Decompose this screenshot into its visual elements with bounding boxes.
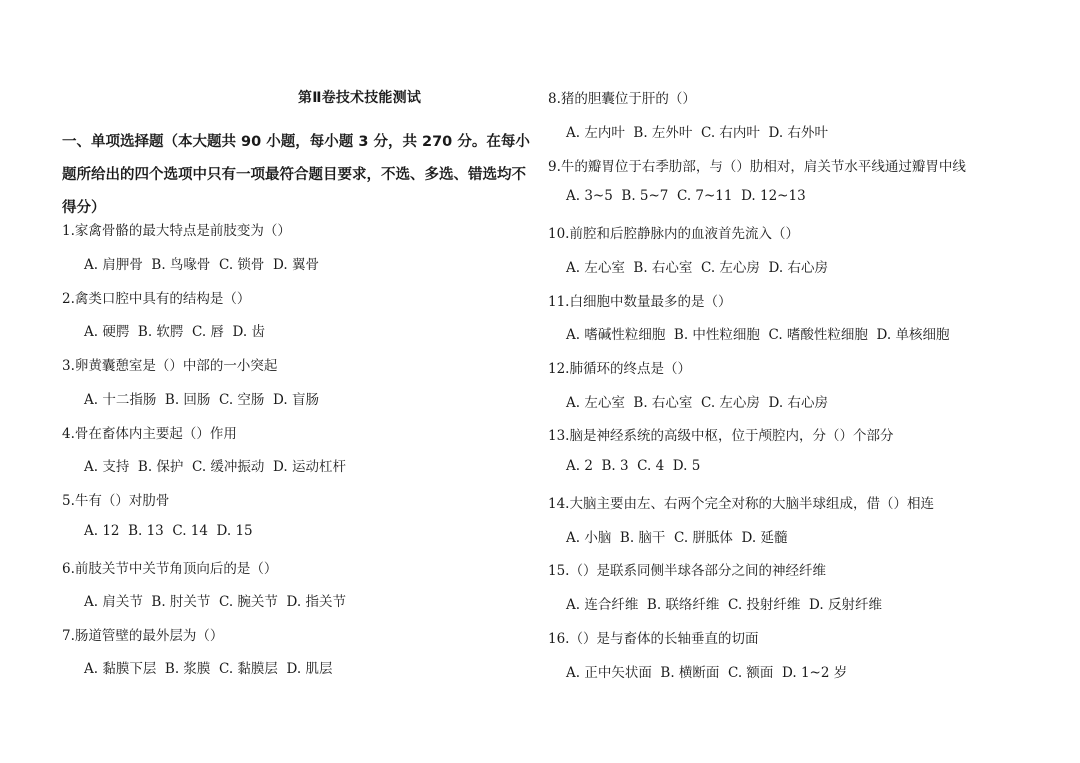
question-3: 3.卵黄囊憩室是（）中部的一小突起 xyxy=(62,358,278,374)
question-8: 8.猪的胆囊位于肝的（） xyxy=(548,91,696,107)
options-10: A. 左心室 B. 右心室 C. 左心房 D. 右心房 xyxy=(566,260,828,276)
options-6: A. 肩关节 B. 肘关节 C. 腕关节 D. 指关节 xyxy=(84,594,346,610)
page-title: 第Ⅱ卷技术技能测试 xyxy=(298,90,422,106)
question-6: 6.前肢关节中关节角顶向后的是（） xyxy=(62,561,278,577)
options-2: A. 硬腭 B. 软腭 C. 唇 D. 齿 xyxy=(84,324,265,340)
options-14: A. 小脑 B. 脑干 C. 胼胝体 D. 延髓 xyxy=(566,530,788,546)
section-heading: 一、单项选择题（本大题共 90 小题，每小题 3 分，共 270 分。在每小题所给出的四个选项中只有一项最符合题目要求，不选、多选、错选均不得分） xyxy=(62,134,530,216)
options-8: A. 左内叶 B. 左外叶 C. 右内叶 D. 右外叶 xyxy=(566,125,828,141)
question-7: 7.肠道管壁的最外层为（） xyxy=(62,628,224,644)
question-2: 2.禽类口腔中具有的结构是（） xyxy=(62,291,251,307)
question-9: 9.牛的瓣胃位于右季肋部，与（）肋相对，肩关节水平线通过瓣胃中线 xyxy=(548,159,966,175)
question-4: 4.骨在畜体内主要起（）作用 xyxy=(62,426,237,442)
options-13: A. 2 B. 3 C. 4 D. 5 xyxy=(566,458,701,474)
options-9: A. 3~5 B. 5~7 C. 7~11 D. 12~13 xyxy=(566,188,806,204)
question-5: 5.牛有（）对肋骨 xyxy=(62,493,170,509)
question-13: 13.脑是神经系统的高级中枢，位于颅腔内，分（）个部分 xyxy=(548,428,894,444)
options-5: A. 12 B. 13 C. 14 D. 15 xyxy=(84,523,253,539)
question-12: 12.肺循环的终点是（） xyxy=(548,361,691,377)
question-10: 10.前腔和后腔静脉内的血液首先流入（） xyxy=(548,226,799,242)
question-1: 1.家禽骨骼的最大特点是前肢变为（） xyxy=(62,223,291,239)
options-4: A. 支持 B. 保护 C. 缓冲振动 D. 运动杠杆 xyxy=(84,459,346,475)
options-11: A. 嗜碱性粒细胞 B. 中性粒细胞 C. 嗜酸性粒细胞 D. 单核细胞 xyxy=(566,327,950,343)
options-7: A. 黏膜下层 B. 浆膜 C. 黏膜层 D. 肌层 xyxy=(84,661,333,677)
question-16: 16.（）是与畜体的长轴垂直的切面 xyxy=(548,631,759,647)
question-15: 15.（）是联系同侧半球各部分之间的神经纤维 xyxy=(548,563,826,579)
options-12: A. 左心室 B. 右心室 C. 左心房 D. 右心房 xyxy=(566,395,828,411)
options-15: A. 连合纤维 B. 联络纤维 C. 投射纤维 D. 反射纤维 xyxy=(566,597,882,613)
question-11: 11.白细胞中数量最多的是（） xyxy=(548,294,732,310)
options-1: A. 肩胛骨 B. 鸟喙骨 C. 锁骨 D. 翼骨 xyxy=(84,257,319,273)
options-3: A. 十二指肠 B. 回肠 C. 空肠 D. 盲肠 xyxy=(84,392,319,408)
options-16: A. 正中矢状面 B. 横断面 C. 额面 D. 1~2 岁 xyxy=(566,665,848,681)
question-14: 14.大脑主要由左、右两个完全对称的大脑半球组成，借（）相连 xyxy=(548,496,934,512)
